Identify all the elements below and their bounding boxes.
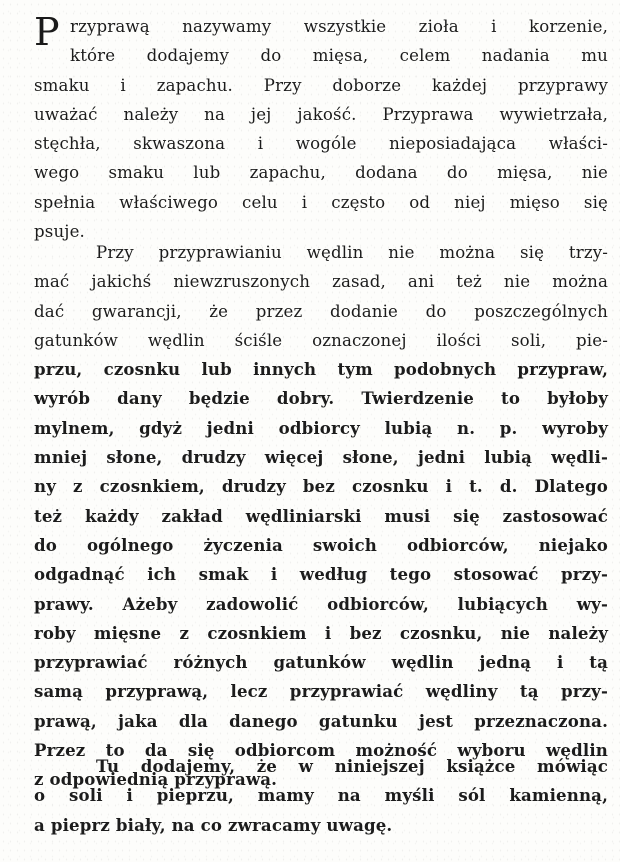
text-line: prawy. Ażeby zadowolić odbiorców, lubiących wy-	[34, 593, 608, 614]
text-line: wego smaku lub zapachu, dodana do mięsa, nie	[34, 163, 608, 183]
text-line: uważać należy na jej jakość. Przyprawa wywietrzała,	[34, 104, 608, 124]
text-line: Tu dodajemy, że w niniejszej książce mówiąc	[96, 756, 608, 776]
text-line: spełnia właściwego celu i często od niej mięso się	[34, 192, 608, 212]
text-line: mniej słone, drudzy więcej słone, jedni lubią wędli-	[34, 447, 608, 468]
text-line: z odpowiednią przyprawą.	[34, 769, 278, 790]
text-line: roby mięsne z czosnkiem i bez czosnku, nie należy	[34, 622, 608, 643]
text-line: Przy przyprawianiu wędlin nie można się trzy-	[96, 243, 608, 262]
text-line: ny z czosnkiem, drudzy bez czosnku i t. d. Dlatego	[34, 476, 608, 497]
text-line: wyrób dany będzie dobry. Twierdzenie to byłoby	[34, 388, 608, 409]
text-line: też każdy zakład wędliniarski musi się zastosować	[34, 505, 608, 526]
text-line: dać gwarancji, że przez dodanie do poszczególnych	[34, 301, 608, 321]
text-line: odgadnąć ich smak i według tego stosować przy-	[34, 564, 608, 585]
text-line: mać jakichś niewzruszonych zasad, ani też nie można	[34, 272, 608, 292]
paragraph-1	[34, 12, 608, 246]
text-line: prawą, jaka dla danego gatunku jest przeznaczona.	[34, 710, 608, 731]
text-line: mylnem, gdyż jedni odbiorcy lubią n. p. wyroby	[34, 417, 608, 438]
text-line: stęchła, skwaszona i wogóle nieposiadająca właści-	[34, 134, 608, 154]
paragraph-3	[34, 752, 608, 840]
text-line: które dodajemy do mięsa, celem nadania mu	[70, 46, 608, 66]
text-line: Przez to da się odbiorcom możność wyboru wędlin	[34, 740, 608, 761]
drop-cap: P	[34, 10, 60, 54]
text-line: do ogólnego życzenia swoich odbiorców, niejako	[34, 534, 608, 555]
text-line: smaku i zapachu. Przy doborze każdej przyprawy	[34, 75, 608, 95]
text-line: psuje.	[34, 222, 85, 242]
text-line: o soli i pieprzu, mamy na myśli sól kamienną,	[34, 785, 608, 806]
text-line: gatunków wędlin ściśle oznaczonej ilości soli, pie-	[34, 330, 608, 350]
paragraph-2	[34, 238, 608, 795]
text-line: samą przyprawą, lecz przyprawiać wędliny tą przy-	[34, 681, 608, 702]
text-line: rzyprawą nazywamy wszystkie zioła i korzenie,	[70, 17, 608, 36]
text-line: przu, czosnku lub innych tym podobnych przypraw,	[34, 359, 608, 380]
text-line: a pieprz biały, na co zwracamy uwagę.	[34, 814, 393, 835]
text-line: przyprawiać różnych gatunków wędlin jedną i tą	[34, 652, 608, 673]
